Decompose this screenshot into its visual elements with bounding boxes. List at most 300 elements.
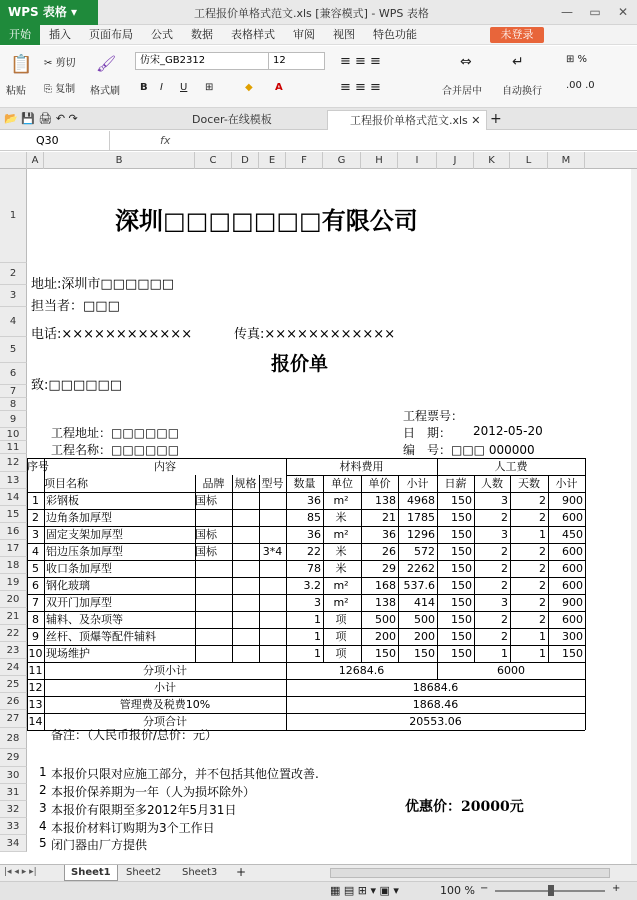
table-rule (27, 645, 585, 646)
menu-insert[interactable]: 插入 (49, 27, 71, 41)
name-header: 项目名称 (44, 477, 88, 490)
item-days: 1 (539, 630, 546, 643)
row-header[interactable]: 3 (0, 285, 27, 307)
item-no: 8 (32, 613, 39, 626)
term-number: 3 (39, 801, 47, 815)
item-sub2: 900 (562, 494, 583, 507)
item-no: 1 (32, 494, 39, 507)
grand-total-label: 分项合计 (143, 715, 187, 728)
term-text: 本报价材料订购期为3个工作日 (51, 821, 215, 835)
management-fee-label: 管理费及税费10% (119, 698, 211, 711)
table-rule (286, 458, 287, 730)
percent-icon[interactable]: ⊞ % (566, 54, 588, 65)
login-button[interactable]: 未登录 (490, 27, 544, 43)
row-header[interactable]: 10 (0, 428, 27, 441)
fax: 传真:×××××××××××× (234, 327, 396, 342)
item-people: 1 (501, 647, 508, 660)
item-price: 26 (382, 545, 396, 558)
wrap-icon[interactable]: ↵ (512, 54, 524, 70)
menu-view[interactable]: 视图 (333, 27, 355, 41)
item-sub: 200 (414, 630, 435, 643)
close-tab-icon[interactable]: ✕ (471, 114, 481, 127)
menu-table-style[interactable]: 表格样式 (231, 27, 275, 41)
row-header[interactable]: 6 (0, 363, 27, 385)
table-rule (437, 458, 438, 679)
item-sub2: 900 (562, 596, 583, 609)
item-wage: 150 (451, 579, 472, 592)
status-bar (0, 881, 637, 900)
item-people: 2 (501, 613, 508, 626)
col-header-f[interactable]: F (286, 152, 323, 169)
item-people: 2 (501, 630, 508, 643)
item-wage: 150 (451, 562, 472, 575)
app-menu-button[interactable]: WPS 表格 ▾ (0, 0, 98, 25)
row-header[interactable]: 13 (0, 472, 27, 489)
address: 地址:深圳市□□□□□□ (31, 277, 175, 292)
col-header-h_spec: 规格 (234, 477, 257, 490)
item-no: 7 (32, 596, 39, 609)
term-text: 本报价有限期至多2012年5月31日 (51, 803, 237, 817)
col-header-h_days: 天数 (518, 477, 540, 490)
new-tab-icon[interactable]: + (490, 111, 502, 127)
zoom-level: 100 % (440, 884, 475, 897)
paste-icon[interactable]: 📋 (10, 54, 33, 75)
merge-button[interactable]: 合并居中 (442, 86, 482, 97)
item-name: 铝边压条加厚型 (46, 545, 123, 558)
term-number: 5 (39, 836, 47, 850)
row-header[interactable]: 17 (0, 540, 27, 557)
row-header[interactable]: 12 (0, 454, 27, 472)
item-wage: 150 (451, 494, 472, 507)
font-color-icon[interactable]: A (275, 82, 283, 93)
border-icon[interactable]: ⊞ (205, 82, 214, 93)
labor-subtotal: 6000 (497, 664, 525, 677)
item-unit: 米 (335, 511, 347, 524)
item-price: 200 (375, 630, 396, 643)
item-no: 5 (32, 562, 39, 575)
total-value: 18684.6 (412, 681, 459, 694)
table-rule (27, 577, 585, 578)
item-unit: 项 (335, 613, 347, 626)
item-model: 3*4 (262, 545, 283, 558)
col-header-h[interactable]: H (361, 152, 398, 169)
row-header[interactable]: 33 (0, 818, 27, 835)
project-number-label: 工程票号： (403, 409, 464, 423)
wrap-button[interactable]: 自动换行 (502, 86, 542, 97)
sheet-tab-3[interactable]: Sheet3 (182, 867, 218, 878)
format-painter-button[interactable]: 格式刷 (90, 86, 120, 97)
item-price: 138 (375, 596, 396, 609)
item-no: 4 (32, 545, 39, 558)
subtotal-label: 分项小计 (143, 664, 187, 677)
item-wage: 150 (451, 511, 472, 524)
row-header[interactable]: 28 (0, 728, 27, 749)
item-name: 固定支架加厚型 (46, 528, 123, 541)
col-header-h_wage: 日薪 (444, 477, 467, 490)
item-price: 29 (382, 562, 396, 575)
table-rule (27, 526, 585, 527)
term-number: 4 (39, 819, 47, 833)
row-header[interactable]: 23 (0, 642, 27, 659)
row-header[interactable]: 34 (0, 835, 27, 852)
table-rule (361, 475, 362, 662)
item-people: 2 (501, 511, 508, 524)
item-sub: 4968 (407, 494, 435, 507)
item-people: 2 (501, 579, 508, 592)
menu-page-layout[interactable]: 页面布局 (89, 27, 133, 41)
maximize-icon[interactable]: ▭ (589, 5, 601, 19)
row-header[interactable]: 22 (0, 625, 27, 642)
col-header-h_price: 单价 (368, 477, 391, 490)
minimize-icon[interactable]: — (561, 5, 573, 19)
menu-home[interactable]: 开始 (0, 25, 40, 45)
col-header-h_qty: 数量 (293, 477, 316, 490)
item-unit: 米 (335, 545, 347, 558)
window-title: 工程报价单格式范文.xls [兼容模式] - WPS 表格 (194, 7, 429, 20)
item-wage: 150 (451, 596, 472, 609)
row-header[interactable]: 26 (0, 693, 27, 710)
item-name: 收口条加厚型 (46, 562, 112, 575)
row-header[interactable]: 24 (0, 659, 27, 676)
sum-no: 13 (28, 698, 43, 711)
fill-color-icon[interactable]: ◆ (245, 82, 253, 93)
table-rule (286, 475, 585, 476)
column-headers (0, 152, 637, 169)
item-sub2: 600 (562, 579, 583, 592)
item-name: 彩钢板 (46, 494, 79, 507)
horizontal-scrollbar[interactable] (330, 868, 610, 878)
tab-docer-label: Docer-在线模板 (192, 113, 272, 126)
col-header-h_people: 人数 (481, 477, 503, 490)
table-rule (27, 458, 28, 730)
table-rule (27, 560, 585, 561)
seq-header: 序号 (27, 460, 49, 473)
document-tabs (0, 108, 637, 130)
row-header[interactable]: 25 (0, 676, 27, 693)
item-price: 150 (375, 647, 396, 660)
col-header-e[interactable]: E (259, 152, 286, 169)
row-header[interactable]: 21 (0, 608, 27, 625)
row-header[interactable]: 14 (0, 489, 27, 506)
table-rule (27, 509, 585, 510)
table-rule (398, 475, 399, 662)
labor-header: 人工费 (494, 460, 528, 473)
term-number: 2 (39, 783, 47, 797)
item-sub2: 600 (562, 613, 583, 626)
item-qty: 3 (314, 596, 321, 609)
select-all-corner[interactable] (0, 152, 27, 169)
serial-number: 编 号：□□□ 000000 (403, 443, 535, 457)
item-qty: 22 (307, 545, 321, 558)
fx-icon[interactable]: fx (160, 134, 171, 147)
item-name: 钢化玻璃 (46, 579, 90, 592)
item-sub: 414 (414, 596, 435, 609)
row-header[interactable]: 9 (0, 411, 27, 428)
sum-no: 12 (28, 681, 43, 694)
item-sub2: 450 (562, 528, 583, 541)
table-rule (44, 458, 45, 730)
item-sub: 500 (414, 613, 435, 626)
table-rule (27, 713, 585, 714)
item-brand: 国标 (195, 528, 217, 541)
row-header[interactable]: 19 (0, 574, 27, 591)
item-days: 1 (539, 647, 546, 660)
item-sub2: 600 (562, 545, 583, 558)
quick-access-icons[interactable]: 📂 💾 🖨 ↶ ↷ (4, 112, 78, 125)
item-people: 3 (501, 528, 508, 541)
item-price: 138 (375, 494, 396, 507)
item-sub2: 300 (562, 630, 583, 643)
name-box[interactable]: Q30 (0, 131, 110, 151)
vertical-scrollbar[interactable] (631, 169, 637, 864)
item-unit: 项 (335, 647, 347, 660)
cut-button[interactable]: ✂ 剪切 (44, 58, 76, 69)
item-price: 168 (375, 579, 396, 592)
item-unit: 项 (335, 630, 347, 643)
item-name: 丝杆、顶爆等配件辅料 (46, 630, 156, 643)
menu-review[interactable]: 审阅 (293, 27, 315, 41)
project-address: 工程地址：□□□□□□ (51, 426, 180, 440)
item-sub: 572 (414, 545, 435, 558)
item-qty: 1 (314, 613, 321, 626)
item-sub: 1296 (407, 528, 435, 541)
table-rule (27, 492, 585, 493)
table-rule (510, 475, 511, 662)
row-header[interactable]: 16 (0, 523, 27, 540)
item-days: 2 (539, 562, 546, 575)
item-wage: 150 (451, 528, 472, 541)
item-price: 36 (382, 528, 396, 541)
table-rule (548, 475, 549, 662)
item-sub2: 150 (562, 647, 583, 660)
material-header: 材料费用 (339, 460, 384, 473)
management-fee-value: 1868.46 (412, 698, 459, 711)
formula-bar (0, 131, 637, 151)
title-bar (0, 0, 637, 25)
row-header[interactable]: 29 (0, 749, 27, 767)
align-icons-2[interactable]: ≡ ≡ ≡ (340, 80, 381, 95)
item-wage: 150 (451, 630, 472, 643)
item-sub: 1785 (407, 511, 435, 524)
sum-no: 11 (28, 664, 43, 677)
project-name: 工程名称：□□□□□□ (51, 443, 180, 457)
date-label: 日 期： (403, 426, 452, 440)
zoom-slider-thumb[interactable] (548, 885, 554, 896)
item-qty: 1 (314, 630, 321, 643)
worksheet-grid[interactable] (27, 169, 631, 864)
item-brand: 国标 (195, 545, 217, 558)
phone: 电话:×××××××××××× (31, 327, 193, 342)
col-header-h_model: 型号 (261, 477, 284, 490)
grand-total-value: 20553.06 (409, 715, 462, 728)
table-rule (27, 458, 585, 459)
table-rule (232, 475, 233, 662)
col-header-j[interactable]: J (437, 152, 474, 169)
row-header[interactable]: 20 (0, 591, 27, 608)
row-header[interactable]: 1 (0, 169, 27, 263)
col-header-i[interactable]: I (398, 152, 437, 169)
item-name: 边角条加厚型 (46, 511, 112, 524)
row-header[interactable]: 7 (0, 385, 27, 398)
item-name: 辅料、及杂项等 (46, 613, 123, 626)
sheet-tabs-bar (0, 864, 637, 881)
item-qty: 78 (307, 562, 321, 575)
item-days: 2 (539, 545, 546, 558)
tab-workbook[interactable] (327, 110, 487, 130)
item-people: 3 (501, 494, 508, 507)
item-no: 9 (32, 630, 39, 643)
row-header[interactable]: 18 (0, 557, 27, 574)
item-unit: m² (333, 528, 349, 541)
item-days: 2 (539, 613, 546, 626)
item-qty: 36 (307, 494, 321, 507)
item-days: 2 (539, 596, 546, 609)
table-rule (27, 662, 585, 663)
item-no: 6 (32, 579, 39, 592)
table-rule (27, 696, 585, 697)
col-header-b[interactable]: B (44, 152, 195, 169)
sheet-nav-icons[interactable]: |◂ ◂ ▸ ▸| (4, 867, 37, 877)
col-header-h_unit: 单位 (331, 477, 353, 490)
col-header-h_sub: 小计 (406, 477, 429, 490)
zoom-out-icon[interactable]: − (480, 883, 489, 894)
tab-docer[interactable] (170, 110, 320, 130)
cut-label: 剪切 (55, 58, 76, 69)
col-header-g[interactable]: G (323, 152, 361, 169)
item-no: 10 (28, 647, 43, 660)
date-value: 2012-05-20 (473, 424, 543, 438)
zoom-in-icon[interactable]: + (612, 883, 621, 894)
content-header: 内容 (154, 460, 176, 473)
sheet-tab-1[interactable]: Sheet1 (64, 865, 118, 881)
add-sheet-icon[interactable]: + (236, 865, 247, 879)
item-name: 现场维护 (46, 647, 90, 660)
bold-button[interactable]: B (140, 82, 148, 93)
col-header-h_sub2: 小计 (555, 477, 578, 490)
item-brand: 国标 (195, 494, 217, 507)
decimal-icon[interactable]: .00 .0 (566, 80, 595, 91)
item-unit: 米 (335, 562, 347, 575)
item-sub2: 600 (562, 562, 583, 575)
tab-workbook-label: 工程报价单格式范文.xls (350, 114, 468, 127)
close-icon[interactable]: ✕ (617, 5, 629, 19)
item-days: 2 (539, 579, 546, 592)
company-name: 深圳□□□□□□□有限公司 (115, 206, 418, 235)
copy-button[interactable]: ⎘ 复制 (44, 84, 76, 95)
sum-no: 14 (28, 715, 43, 728)
item-days: 2 (539, 494, 546, 507)
table-rule (27, 611, 585, 612)
table-rule (474, 475, 475, 662)
item-days: 2 (539, 511, 546, 524)
item-days: 1 (539, 528, 546, 541)
row-header[interactable]: 8 (0, 398, 27, 411)
italic-button[interactable]: I (160, 82, 163, 93)
col-header-l[interactable]: L (510, 152, 548, 169)
row-header[interactable]: 32 (0, 801, 27, 818)
menu-special[interactable]: 特色功能 (373, 27, 417, 41)
item-sub: 537.6 (403, 579, 435, 592)
item-no: 2 (32, 511, 39, 524)
row-header[interactable]: 4 (0, 307, 27, 337)
item-people: 2 (501, 562, 508, 575)
row-header[interactable]: 31 (0, 784, 27, 801)
recipient: 致:□□□□□□ (31, 378, 123, 393)
sheet-tab-2[interactable]: Sheet2 (126, 867, 162, 878)
merge-icon[interactable]: ⇔ (460, 54, 472, 70)
col-header-c[interactable]: C (195, 152, 232, 169)
item-no: 3 (32, 528, 39, 541)
item-qty: 3.2 (303, 579, 321, 592)
item-price: 500 (375, 613, 396, 626)
table-rule (27, 543, 585, 544)
document-title: 报价单 (271, 353, 329, 375)
col-header-h_brand: 品牌 (202, 477, 225, 490)
view-mode-icons[interactable]: ▦ ▤ ⊞ ▾ ▣ ▾ (330, 884, 399, 897)
item-price: 21 (382, 511, 396, 524)
format-painter-icon[interactable]: 🖌 (96, 54, 117, 73)
item-qty: 85 (307, 511, 321, 524)
align-icons[interactable]: ≡ ≡ ≡ (340, 54, 381, 69)
col-header-k[interactable]: K (474, 152, 510, 169)
font-select[interactable]: 仿宋_GB2312 (135, 52, 325, 70)
col-header-m[interactable]: M (548, 152, 585, 169)
item-sub: 2262 (407, 562, 435, 575)
item-wage: 150 (451, 545, 472, 558)
item-people: 2 (501, 545, 508, 558)
item-wage: 150 (451, 613, 472, 626)
table-rule (27, 594, 585, 595)
col-header-d[interactable]: D (232, 152, 259, 169)
row-header[interactable]: 27 (0, 710, 27, 728)
menu-data[interactable]: 数据 (191, 27, 213, 41)
item-sub: 150 (414, 647, 435, 660)
term-text: 本报价保养期为一年（人为损坏除外） (51, 785, 256, 799)
row-header[interactable]: 15 (0, 506, 27, 523)
row-header[interactable]: 30 (0, 767, 27, 784)
table-rule (585, 458, 586, 730)
table-rule (27, 679, 585, 680)
table-rule (323, 475, 324, 662)
item-qty: 36 (307, 528, 321, 541)
total-label: 小计 (154, 681, 176, 694)
item-unit: m² (333, 596, 349, 609)
remarks: 备注：（人民币报价/总价：元） (51, 728, 218, 742)
item-unit: m² (333, 494, 349, 507)
item-name: 双开门加厚型 (46, 596, 112, 609)
paste-button[interactable]: 粘贴 (6, 86, 26, 97)
item-people: 3 (501, 596, 508, 609)
term-text: 闭门器由厂方提供 (51, 838, 148, 852)
row-header[interactable]: 11 (0, 441, 27, 454)
row-header[interactable]: 5 (0, 337, 27, 363)
item-unit: m² (333, 579, 349, 592)
font-size-select[interactable]: 12 (268, 52, 325, 70)
term-text: 本报价只限对应施工部分，并不包括其他位置改善. (51, 767, 319, 781)
copy-label: 复制 (55, 84, 76, 95)
table-rule (259, 475, 260, 662)
table-rule (27, 628, 585, 629)
table-rule (195, 475, 196, 662)
item-qty: 1 (314, 647, 321, 660)
item-wage: 150 (451, 647, 472, 660)
app-name: WPS 表格 (8, 5, 67, 19)
menu-formula[interactable]: 公式 (151, 27, 173, 41)
col-header-a[interactable]: A (27, 152, 44, 169)
contact-person: 担当者：□□□ (31, 299, 120, 314)
underline-button[interactable]: U (180, 82, 188, 93)
row-header[interactable]: 2 (0, 263, 27, 285)
